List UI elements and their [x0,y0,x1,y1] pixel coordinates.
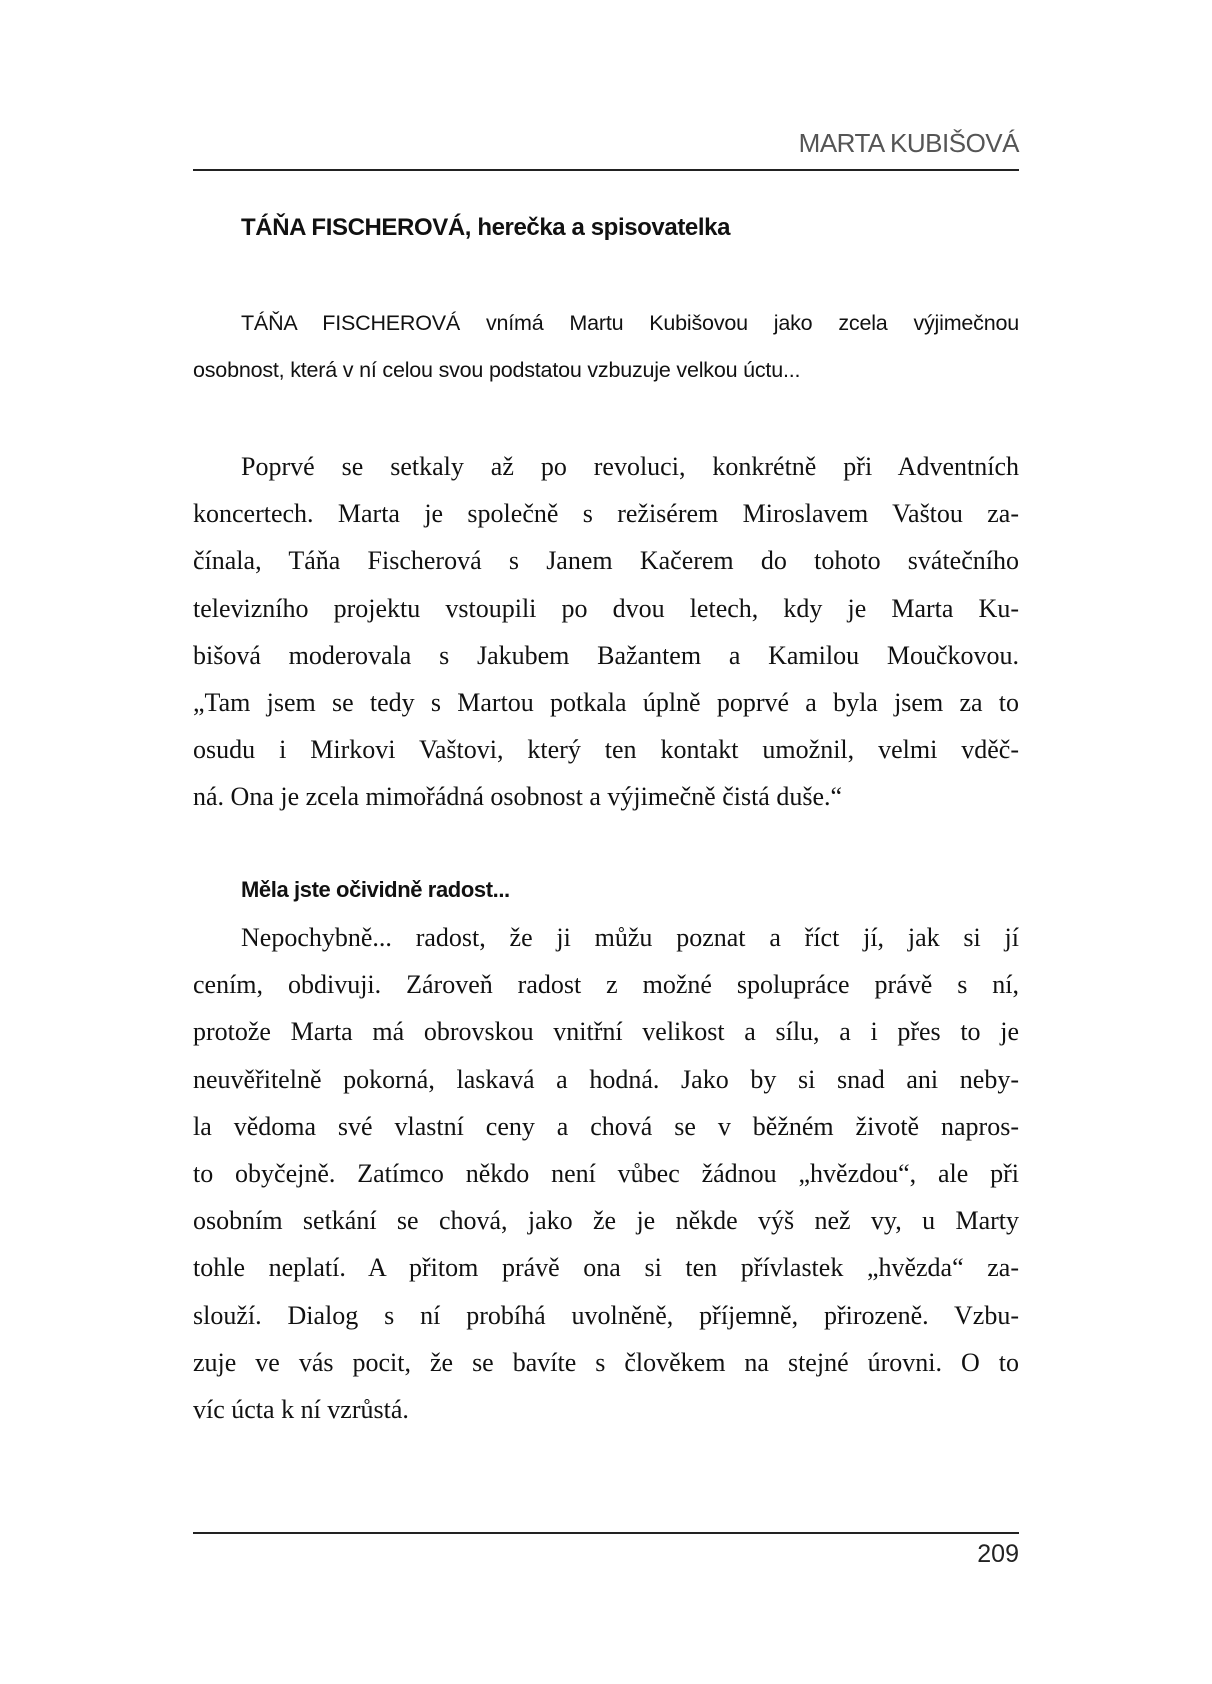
text-line: koncertech. Marta je společně s režisérem Miroslavem Vaštou za- [193,499,1019,529]
footer-rule [193,1532,1019,1534]
page-number: 209 [977,1540,1019,1568]
text-line: televizního projektu vstoupili po dvou letech, kdy je Marta Ku- [193,593,1019,623]
text-line: osobním setkání se chová, jako že je někde výš než vy, u Marty [193,1206,1019,1236]
intro-paragraph [193,300,1019,394]
text-line: protože Marta má obrovskou vnitřní velikost a sílu, a i přes to je [193,1017,1019,1047]
text-line: TÁŇA FISCHEROVÁ vnímá Martu Kubišovou jako zcela výjimečnou [241,311,1019,335]
text-line: osobnost, která v ní celou svou podstatou vzbuzuje velkou úctu... [193,358,801,383]
text-line: zuje ve vás pocit, že se bavíte s člověkem na stejné úrovni. O to [193,1347,1019,1377]
text-line: Nepochybně... radost, že ji můžu poznat a říct jí, jak si jí [241,923,1019,952]
running-header: MARTA KUBIŠOVÁ [798,128,1019,158]
text-line: la vědoma své vlastní ceny a chová se v běžném životě napros- [193,1111,1019,1141]
text-line: slouží. Dialog s ní probíhá uvolněně, příjemně, přirozeně. Vzbu- [193,1300,1019,1330]
paragraph-2 [193,914,1019,1433]
text-line: tohle neplatí. A přitom právě ona si ten přívlastek „hvězda“ za- [193,1253,1019,1283]
text-line: Poprvé se setkaly až po revoluci, konkrétně při Adventních [241,452,1019,481]
text-line: víc úcta k ní vzrůstá. [193,1394,409,1424]
question-heading: Měla jste očividně radost... [241,877,510,902]
text-line: neuvěřitelně pokorná, laskavá a hodná. Jako by si snad ani neby- [193,1064,1019,1094]
text-line: „Tam jsem se tedy s Martou potkala úplně poprvé a byla jsem za to [193,687,1019,717]
section-heading: TÁŇA FISCHEROVÁ, herečka a spisovatelka [241,214,731,241]
text-line: cením, obdivuji. Zároveň radost z možné spolupráce právě s ní, [193,970,1019,1000]
text-line: čínala, Táňa Fischerová s Janem Kačerem do tohoto svátečního [193,546,1019,576]
header-rule [193,169,1019,171]
text-line: ná. Ona je zcela mimořádná osobnost a výjimečně čistá duše.“ [193,782,843,812]
text-line: bišová moderovala s Jakubem Bažantem a Kamilou Moučkovou. [193,640,1019,670]
paragraph-1 [193,443,1019,821]
text-line: osudu i Mirkovi Vaštovi, který ten kontakt umožnil, velmi vděč- [193,735,1019,765]
text-line: to obyčejně. Zatímco někdo není vůbec žádnou „hvězdou“, ale při [193,1158,1019,1188]
